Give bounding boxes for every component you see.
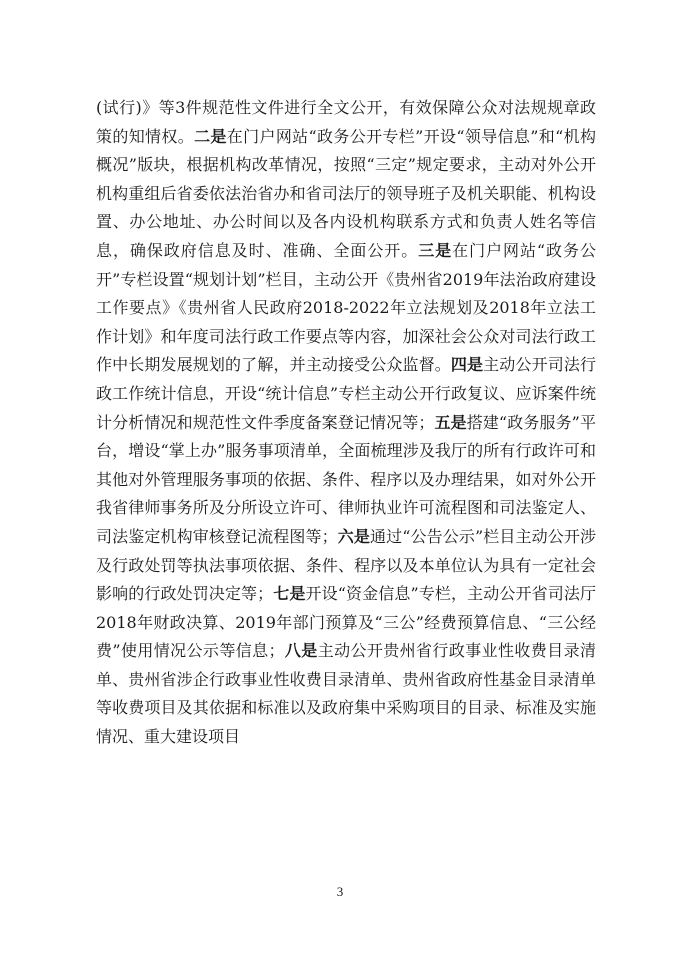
text-run: 在门户网站“政务公开专栏”开设“领导信息”和“机构概况”版块，根据机构改革情况，按照“三定”规定要求，主动对外公开机构重组后省委依法治省办和省司法厅的领导班子及机关职能、机构设置、办公地址、办公时间以及各内设机构联系方式和负责人姓名等信息，确保政府信息及时、准确、全面公开。	[96, 126, 596, 260]
page-number: 3	[336, 884, 344, 899]
ordinal-marker: 八是	[284, 641, 318, 661]
ordinal-marker: 五是	[434, 412, 467, 432]
body-paragraph	[96, 94, 596, 752]
ordinal-marker: 二是	[194, 126, 227, 146]
text-run: (试行)》等3件规范性文件进行全文公开，有效保障公众对法规规章政策的知情权。	[96, 98, 596, 146]
text-run: 开设“资金信息”专栏，主动公开省司法厅2018年财政决算、2019年部门预算及“三公”经费预算信息、“三公经费”使用情况公示等信息；	[96, 584, 596, 661]
text-run: 主动公开贵州省行政事业性收费目录清单、贵州省涉企行政事业性收费目录清单、贵州省政府性基金目录清单等收费项目及其依据和标准以及政府集中采购项目的目录、标准及实施情况、重大建设项目	[96, 641, 596, 747]
ordinal-marker: 三是	[418, 240, 453, 260]
text-run: 搭建“政务服务”平台，增设“掌上办”服务事项清单，全面梳理涉及我厅的所有行政许可和其他对外管理服务事项的依据、条件、程序以及办理结果，如对外公开我省律师事务所及分所设立许可、律师执业许可流程图和司法鉴定人、司法鉴定机构审核登记流程图等；	[96, 412, 596, 546]
ordinal-marker: 七是	[273, 584, 306, 604]
ordinal-marker: 六是	[337, 526, 370, 546]
text-run: 在门户网站“政务公开”专栏设置“规划计划”栏目，主动公开《贵州省2019年法治政府建设工作要点》《贵州省人民政府2018-2022年立法规划及2018年立法工作计划》和年度司法行政工作要点等内容，加深社会公众对司法行政工作中长期发展规划的了解，并主动接受公众监督。	[96, 240, 596, 375]
text-run: 主动公开司法行政工作统计信息，开设“统计信息”专栏主动公开行政复议、应诉案件统计分析情况和规范性文件季度备案登记情况等；	[96, 355, 596, 432]
text-run: 通过“公告公示”栏目主动公开涉及行政处罚等执法事项依据、条件、程序以及本单位认为具有一定社会影响的行政处罚决定等；	[96, 526, 596, 604]
ordinal-marker: 四是	[450, 355, 484, 375]
